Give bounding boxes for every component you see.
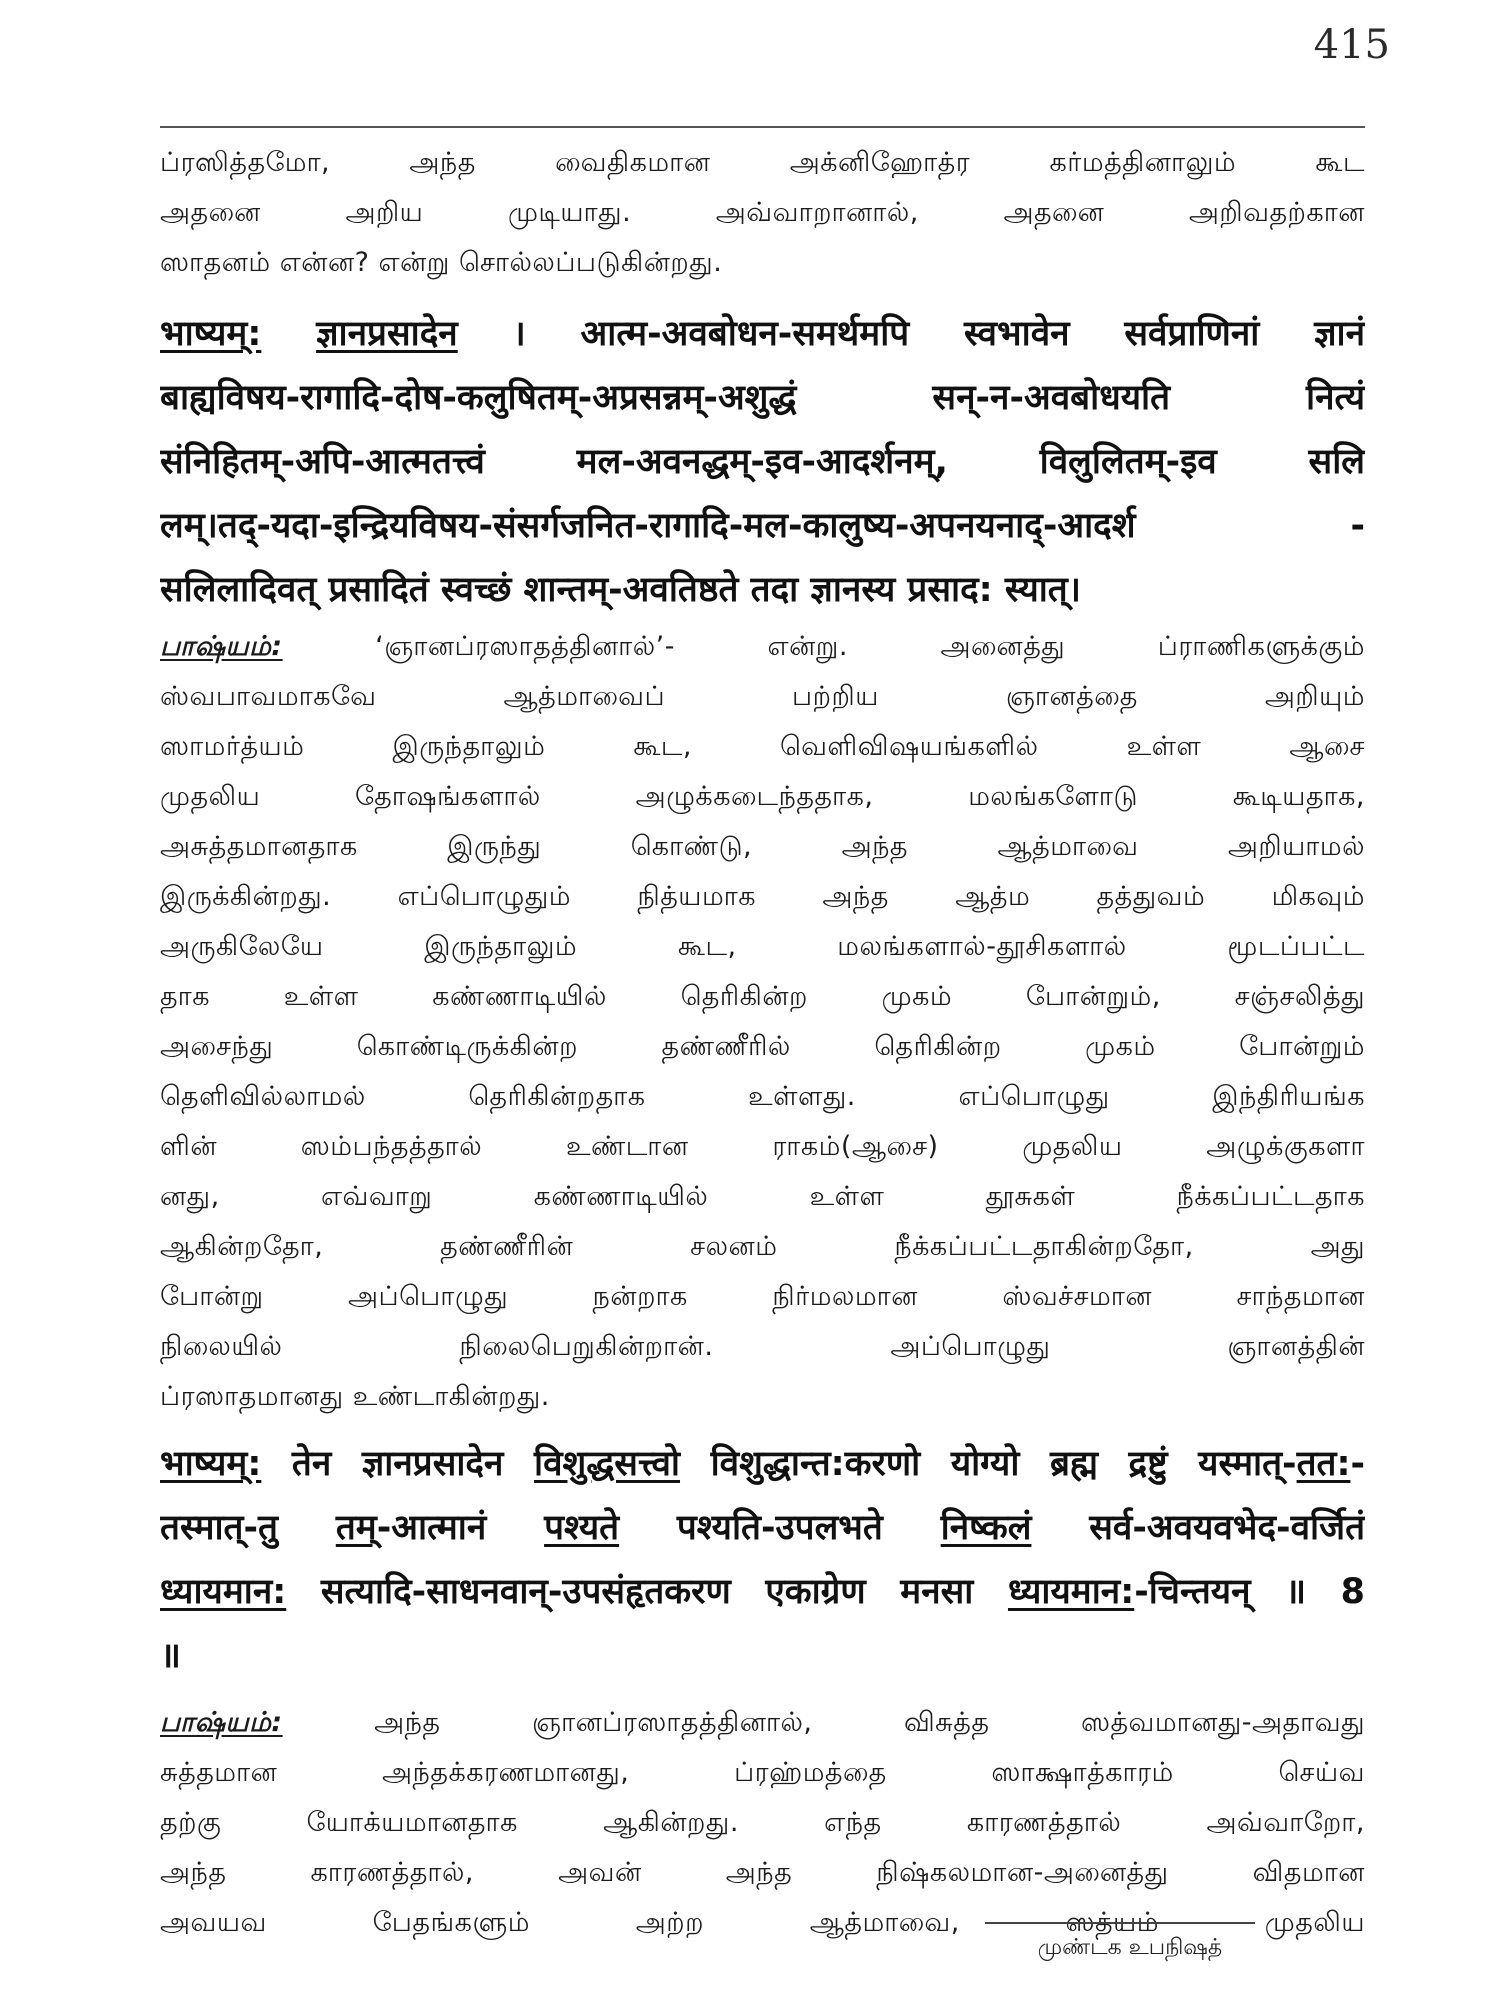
keyword: ध्यायमान: <box>160 1572 287 1612</box>
tamil-text: ‘ஞானப்ரஸாதத்தினால்’- என்று. அனைத்து ப்ராணிகளுக்கும் <box>375 631 1365 662</box>
sanskrit-text: पश्यति-उपलभते <box>676 1508 883 1548</box>
sanskrit-line <box>160 302 1365 366</box>
keyword: पश्यते <box>544 1508 620 1548</box>
text-line: அசைந்து கொண்டிருக்கின்ற தண்ணீரில் தெரிகின்ற முகம் போன்றும் <box>160 1031 1365 1062</box>
sanskrit-text: -आत्मानं <box>376 1508 487 1548</box>
sanskrit-line <box>160 1432 1365 1496</box>
text-line: முதலிய தோஷங்களால் அழுக்கடைந்ததாக, மலங்களோடு கூடியதாக, <box>160 781 1365 812</box>
text-line: தற்கு யோக்யமானதாக ஆகின்றது. எந்த காரணத்தால் அவ்வாறோ, <box>160 1807 1365 1838</box>
text-line: அதனை அறிய முடியாது. அவ்வாறானால், அதனை அறிவதற்கான <box>160 197 1365 228</box>
keyword: तम् <box>335 1508 377 1548</box>
sanskrit-text: । आत्म-अवबोधन-समर्थमपि स्वभावेन सर्वप्राणिनां ज्ञानं <box>512 314 1365 354</box>
text-line: தெளிவில்லாமல் தெரிகின்றதாக உள்ளது. எப்பொழுது இந்திரியங்க <box>160 1081 1365 1112</box>
text-line <box>160 622 1365 672</box>
text-line: அருகிலேயே இருந்தாலும் கூட, மலங்களால்-தூசிகளால் மூடப்பட்ட <box>160 931 1365 962</box>
tamil-text: அந்த ஞானப்ரஸாதத்தினால், விசுத்த ஸத்வமானது-அதாவது <box>374 1707 1365 1738</box>
sanskrit-text: विशुद्धान्त:करणो योग्यो ब्रह्म द्रष्टुं यस्मात्- <box>710 1444 1297 1484</box>
keyword: तत: <box>1296 1444 1351 1484</box>
tamil-bhashya-2 <box>160 1698 1365 1948</box>
text-line: சுத்தமான அந்தக்கரணமானது, ப்ரஹ்மத்தை ஸாக்ஷாத்காரம் செய்வ <box>160 1757 1365 1788</box>
sanskrit-text: तस्मात्-तु <box>160 1508 278 1548</box>
text-line <box>160 1698 1365 1748</box>
text-line: னது, எவ்வாறு கண்ணாடியில் உள்ள தூசுகள் நீக்கப்பட்டதாக <box>160 1181 1365 1212</box>
sanskrit-bhashya-2 <box>160 1432 1365 1688</box>
text-line: ஸ்வபாவமாகவே ஆத்மாவைப் பற்றிய ஞானத்தை அறியும் <box>160 681 1365 712</box>
text-line: ளின் ஸம்பந்தத்தால் உண்டான ராகம்(ஆசை) முதலிய அழுக்குகளா <box>160 1131 1365 1162</box>
sanskrit-line: संनिहितम्-अपि-आत्मतत्त्वं मल-अवनद्धम्-इव-आदर्शनम्, विलुलितम्-इव सलि <box>160 442 1365 482</box>
text-line: இருக்கின்றது. எப்பொழுதும் நித்யமாக அந்த ஆத்ம தத்துவம் மிகவும் <box>160 881 1365 912</box>
verse-end-mark: ॥ <box>160 1636 181 1676</box>
sanskrit-bhashya-1 <box>160 302 1365 622</box>
header-rule <box>160 126 1365 128</box>
text-line: ஆகின்றதோ, தண்ணீரின் சலனம் நீக்கப்பட்டதாகின்றதோ, அது <box>160 1231 1365 1262</box>
bhashya-label-tamil: பாஷ்யம்: <box>160 631 283 662</box>
sanskrit-line: बाह्यविषय-रागादि-दोष-कलुषितम्-अप्रसन्नम्-अशुद्धं सन्-न-अवबोधयति नित्यं <box>160 378 1365 418</box>
sanskrit-text: सत्यादि-साधनवान्-उपसंहृतकरण एकाग्रेण मनसा <box>320 1572 974 1612</box>
tamil-paragraph-intro <box>160 138 1365 288</box>
text-line: ப்ரஸாதமானது உண்டாகின்றது. <box>160 1381 550 1412</box>
footer-rule <box>985 1922 1255 1924</box>
text-line: அவயவ பேதங்களும் அற்ற ஆத்மாவை, ஸத்யம் முதலிய <box>160 1907 1365 1938</box>
keyword: विशुद्धसत्त्वो <box>534 1444 681 1484</box>
text-line: ப்ரஸித்தமோ, அந்த வைதிகமான அக்னிஹோத்ர கர்மத்தினாலும் கூட <box>160 147 1365 178</box>
keyword: ज्ञानप्रसादेन <box>316 314 458 354</box>
text-line: அந்த காரணத்தால், அவன் அந்த நிஷ்கலமான-அனைத்து விதமான <box>160 1857 1365 1888</box>
tamil-bhashya-1 <box>160 622 1365 1422</box>
footer-book-title: முண்டக உபநிஷத் <box>1037 1935 1223 1960</box>
keyword: निष्कलं <box>940 1508 1032 1548</box>
sanskrit-text: - <box>1350 1444 1365 1484</box>
bhashya-label: भाष्यम्: <box>160 314 262 354</box>
text-line: அசுத்தமானதாக இருந்து கொண்டு, அந்த ஆத்மாவை அறியாமல் <box>160 831 1365 862</box>
text-line: ஸாதனம் என்ன? என்று சொல்லப்படுகின்றது. <box>160 247 723 278</box>
bhashya-label-tamil: பாஷ்யம்: <box>160 1707 283 1738</box>
sanskrit-line: सलिलादिवत् प्रसादितं स्वच्छं शान्तम्-अवतिष्ठते तदा ज्ञानस्य प्रसाद: स्यात्। <box>160 570 1082 610</box>
text-line: தாக உள்ள கண்ணாடியில் தெரிகின்ற முகம் போன்றும், சஞ்சலித்து <box>160 981 1365 1012</box>
text-line: ஸாமர்த்யம் இருந்தாலும் கூட, வெளிவிஷயங்களில் உள்ள ஆசை <box>160 731 1365 762</box>
sanskrit-text: सर्व-अवयवभेद-वर्जितं <box>1089 1508 1365 1548</box>
page-number: 415 <box>1313 22 1390 68</box>
sanskrit-text: -चिन्तयन् ॥ 8 <box>1134 1572 1365 1612</box>
keyword: ध्यायमान: <box>1007 1572 1135 1612</box>
sanskrit-line <box>160 1560 1365 1624</box>
sanskrit-text: तेन ज्ञानप्रसादेन <box>291 1444 504 1484</box>
page-body <box>160 138 1365 1948</box>
text-line: போன்று அப்பொழுது நன்றாக நிர்மலமான ஸ்வச்சமான சாந்தமான <box>160 1281 1365 1312</box>
sanskrit-line <box>160 1496 1365 1560</box>
bhashya-label: भाष्यम्: <box>160 1444 262 1484</box>
sanskrit-line: लम्।तद्-यदा-इन्द्रियविषय-संसर्गजनित-रागादि-मल-कालुष्य-अपनयनाद्-आदर्श - <box>160 506 1365 546</box>
text-line: நிலையில் நிலைபெறுகின்றான். அப்பொழுது ஞானத்தின் <box>160 1331 1365 1362</box>
